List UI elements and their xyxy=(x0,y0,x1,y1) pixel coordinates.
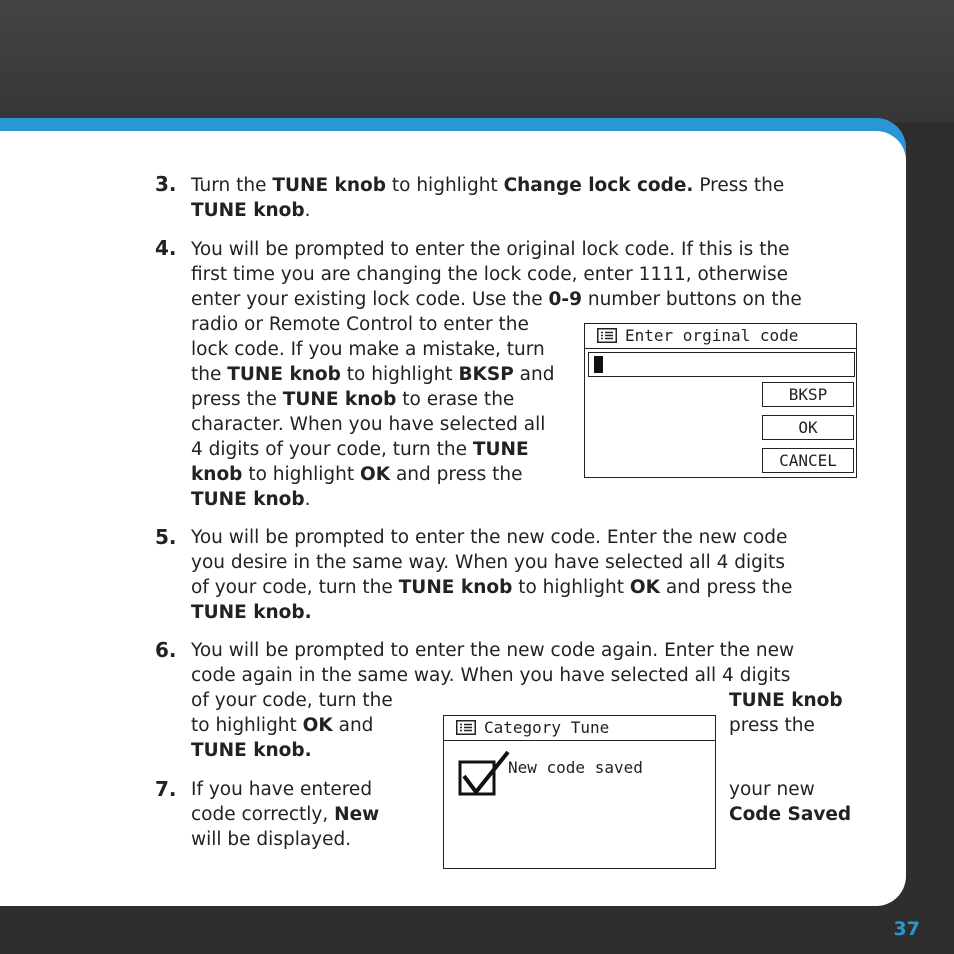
enter-code-screen xyxy=(584,323,857,478)
step-4-line xyxy=(191,337,545,362)
list-icon xyxy=(597,328,617,343)
step-7-number: 7. xyxy=(155,777,177,801)
screen-title-bar xyxy=(585,324,856,349)
step-3-number: 3. xyxy=(155,172,177,196)
text-run: number buttons on the xyxy=(581,289,802,310)
step-6-line xyxy=(191,663,790,688)
text-run: . xyxy=(304,200,311,221)
text-run: . xyxy=(304,489,311,510)
step-4-number: 4. xyxy=(155,236,177,260)
bold-term: OK xyxy=(302,715,333,736)
text-run: first time you are changing the lock code, enter 1111, otherwise xyxy=(191,264,789,285)
text-run: code correctly, xyxy=(191,804,335,825)
text-run: lock code. If you make a mistake, turn xyxy=(191,339,545,360)
step-4-line xyxy=(191,387,514,412)
bold-term: TUNE knob xyxy=(398,577,513,598)
step-5-line xyxy=(191,525,787,550)
bold-term: TUNE knob xyxy=(729,690,843,711)
page-number: 37 xyxy=(893,918,920,940)
bold-term: TUNE knob. xyxy=(191,740,312,761)
step-5-line xyxy=(191,575,792,600)
text-run: of your code, turn the xyxy=(191,690,393,711)
text-run: to highlight xyxy=(340,364,459,385)
step-3-line xyxy=(191,198,311,223)
ok-button: OK xyxy=(762,415,854,440)
step-4-line xyxy=(191,437,529,462)
bold-term: TUNE knob. xyxy=(191,602,312,623)
step-6-right-line xyxy=(729,713,815,738)
bold-term: BKSP xyxy=(458,364,514,385)
bold-term: OK xyxy=(629,577,660,598)
bold-term: TUNE knob xyxy=(227,364,341,385)
text-run: to highlight xyxy=(512,577,630,598)
text-run: radio or Remote Control to enter the xyxy=(191,314,529,335)
text-run: and xyxy=(332,715,374,736)
saved-message: New code saved xyxy=(508,758,643,777)
bold-term: Code Saved xyxy=(729,804,852,825)
text-run: You will be prompted to enter the original lock code. If this is the xyxy=(191,239,790,260)
text-run: If you have entered xyxy=(191,779,373,800)
text-run: and xyxy=(513,364,555,385)
bold-term: TUNE knob xyxy=(282,389,397,410)
bold-term: Change lock code. xyxy=(503,175,694,196)
text-run: Press the xyxy=(693,175,785,196)
bold-term: knob xyxy=(191,464,243,485)
text-run: to erase the xyxy=(396,389,515,410)
step-3-line xyxy=(191,173,784,198)
step-6-line xyxy=(191,738,312,763)
text-run: the xyxy=(191,364,228,385)
step-6-line xyxy=(191,638,794,663)
step-4-line xyxy=(191,312,529,337)
text-run: to highlight xyxy=(386,175,504,196)
bksp-button: BKSP xyxy=(762,382,854,407)
step-4-line xyxy=(191,462,522,487)
text-run: and press the xyxy=(659,577,793,598)
text-run: will be displayed. xyxy=(191,829,352,850)
step-6-number: 6. xyxy=(155,638,177,662)
step-7-line xyxy=(191,777,372,802)
text-run: to highlight xyxy=(242,464,360,485)
text-run: Turn the xyxy=(191,175,273,196)
step-7-line xyxy=(191,827,351,852)
step-6-right-line xyxy=(729,688,843,713)
step-7-right-line xyxy=(729,777,815,802)
text-run: You will be prompted to enter the new code again. Enter the new xyxy=(191,640,795,661)
screen-title-bar xyxy=(444,716,715,741)
step-4-line xyxy=(191,262,788,287)
step-6-line xyxy=(191,713,373,738)
top-band xyxy=(0,0,954,122)
text-run: character. When you have selected all xyxy=(191,414,546,435)
text-run: You will be prompted to enter the new code. Enter the new code xyxy=(191,527,788,548)
text-run: of your code, turn the xyxy=(191,577,399,598)
bold-term: TUNE knob xyxy=(191,200,305,221)
text-cursor xyxy=(594,356,603,373)
text-run: press the xyxy=(191,389,283,410)
text-run: 4 digits of your code, turn the xyxy=(191,439,473,460)
step-4-line xyxy=(191,412,545,437)
text-run: press the xyxy=(729,715,815,736)
bold-term: 0-9 xyxy=(548,289,582,310)
bold-term: OK xyxy=(360,464,391,485)
text-run: you desire in the same way. When you have selected all 4 digits xyxy=(191,552,785,573)
code-saved-screen xyxy=(443,715,716,869)
text-run: your new xyxy=(729,779,815,800)
text-run: enter your existing lock code. Use the xyxy=(191,289,549,310)
checkmark-icon xyxy=(458,750,510,796)
list-icon xyxy=(456,720,476,735)
text-run: to highlight xyxy=(191,715,303,736)
text-run: code again in the same way. When you have selected all 4 digits xyxy=(191,665,791,686)
step-7-line xyxy=(191,802,379,827)
screen-title: Enter orginal code xyxy=(625,326,799,345)
bold-term: TUNE xyxy=(472,439,529,460)
step-4-line xyxy=(191,237,790,262)
step-5-line xyxy=(191,550,785,575)
step-4-line xyxy=(191,487,311,512)
step-5-number: 5. xyxy=(155,525,177,549)
bold-term: New xyxy=(334,804,380,825)
step-6-line xyxy=(191,688,393,713)
step-4-line xyxy=(191,362,554,387)
bold-term: TUNE knob xyxy=(191,489,305,510)
step-4-line xyxy=(191,287,802,312)
code-entry-field xyxy=(588,352,855,377)
screen-title: Category Tune xyxy=(484,718,610,737)
step-7-right-line xyxy=(729,802,851,827)
cancel-button: CANCEL xyxy=(762,448,854,473)
text-run: and press the xyxy=(390,464,523,485)
bold-term: TUNE knob xyxy=(272,175,386,196)
step-5-line xyxy=(191,600,312,625)
